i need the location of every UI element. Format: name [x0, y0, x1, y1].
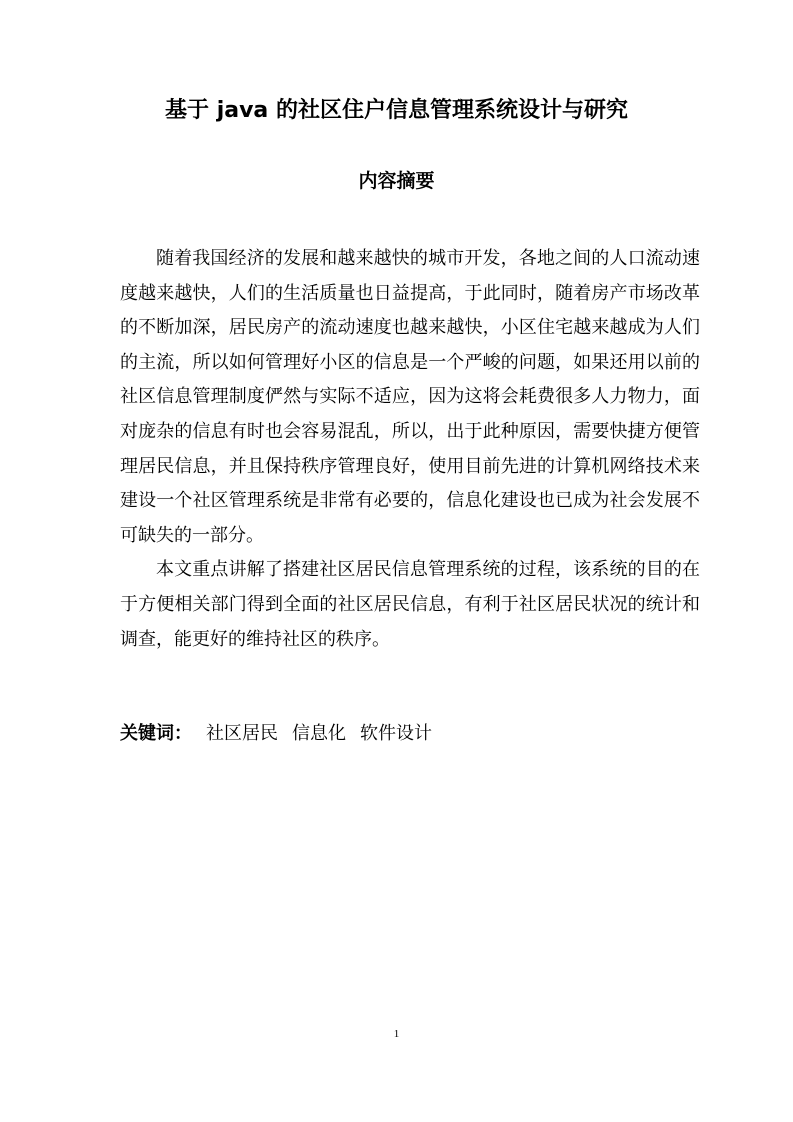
keyword-item: 信息化	[292, 723, 346, 744]
page-number: 1	[393, 1028, 400, 1040]
document-title: 基于 java 的社区住户信息管理系统设计与研究	[165, 98, 628, 123]
keywords-line	[120, 716, 700, 751]
keywords-label: 关键词：	[120, 723, 192, 744]
keyword-item: 社区居民	[206, 723, 278, 744]
keyword-item: 软件设计	[360, 723, 432, 744]
abstract-heading: 内容摘要	[358, 170, 435, 192]
abstract-paragraph-2: 本文重点讲解了搭建社区居民信息管理系统的过程，该系统的目的在于方便相关部门得到全面的社区居民信息，有利于社区居民状况的统计和调查，能更好的维持社区的秩序。	[120, 559, 700, 650]
abstract-paragraph-1: 随着我国经济的发展和越来越快的城市开发，各地之间的人口流动速度越来越快，人们的生活质量也日益提高，于此同时，随着房产市场改革的不断加深，居民房产的流动速度也越来越快，小区住宅越来越成为人们的主流，所以如何管理好小区的信息是一个严峻的问题，如果还用以前的社区信息管理制度俨然与实际不适应，因为这将会耗费很多人力物力，面对庞杂的信息有时也会容易混乱，所以，出于此种原因，需要快捷方便管理居民信息，并且保持秩序管理良好，使用目前先进的计算机网络技术来建设一个社区管理系统是非常有必要的，信息化建设也已成为社会发展不可缺失的一部分。	[120, 248, 700, 546]
abstract-body	[120, 242, 700, 657]
